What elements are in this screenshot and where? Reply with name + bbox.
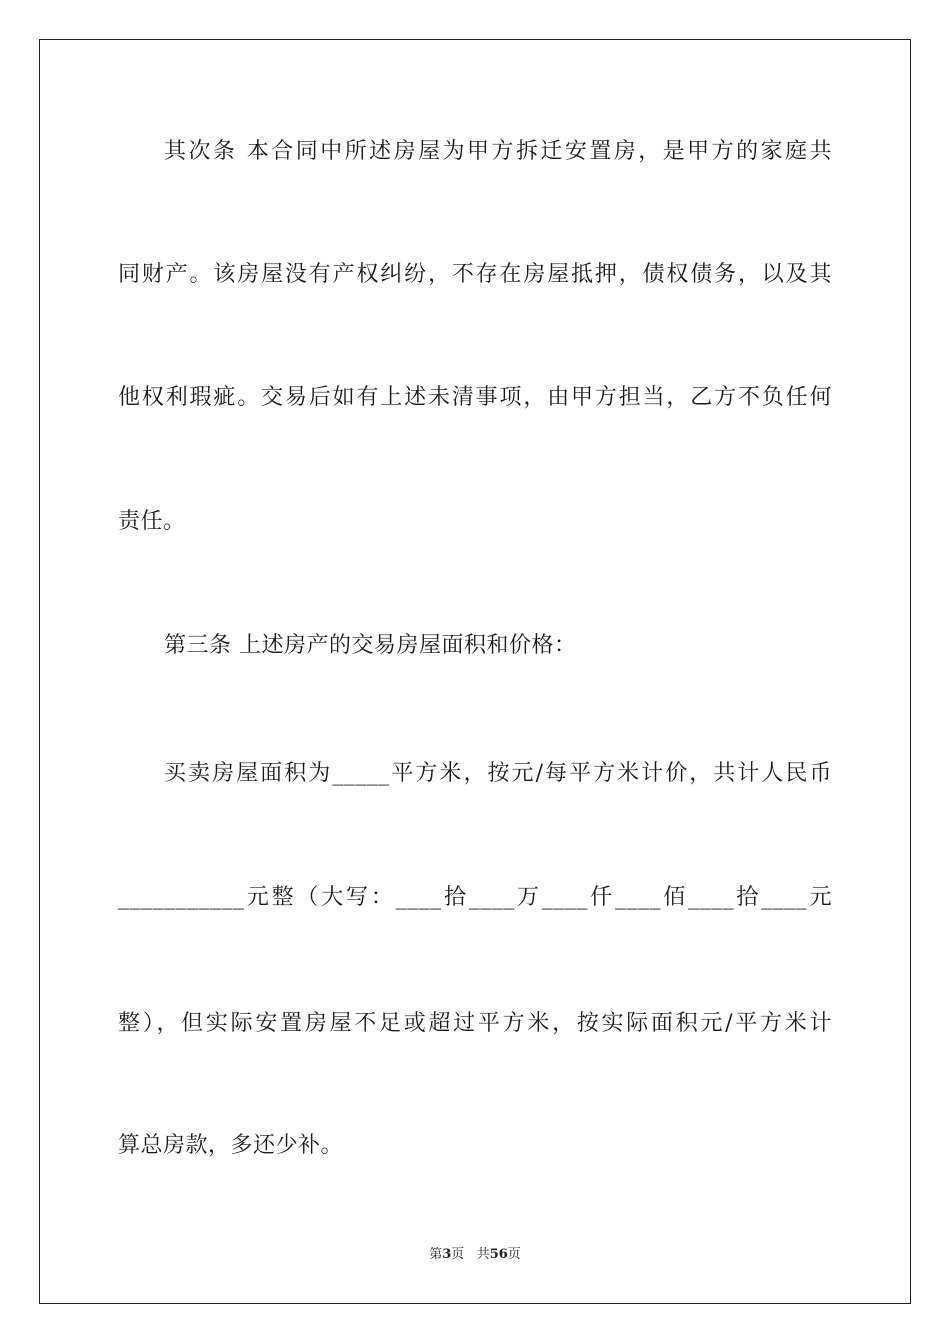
footer-total-suffix: 页	[507, 1247, 521, 1262]
page-border	[39, 39, 911, 1304]
footer-total-number: 56	[489, 1247, 508, 1262]
paragraph-line-2: 同财产。该房屋没有产权纠纷，不存在房屋抵押，债权债务，以及其	[118, 262, 832, 287]
paragraph-line-8: 整），但实际安置房屋不足或超过平方米，按实际面积元/平方米计	[118, 1011, 832, 1036]
paragraph-line-3: 他权利瑕疵。交易后如有上述未清事项，由甲方担当，乙方不负任何	[118, 385, 832, 410]
footer-page-number: 3	[442, 1247, 452, 1262]
paragraph-line-1: 其次条 本合同中所述房屋为甲方拆迁安置房，是甲方的家庭共	[164, 139, 832, 164]
footer-page-suffix: 页	[451, 1247, 465, 1262]
paragraph-line-4: 责任。	[118, 509, 186, 534]
page-footer	[0, 1246, 950, 1264]
paragraph-line-7: ___________元整（大写：____拾____万____仟____佰____拾____元	[118, 885, 832, 910]
paragraph-line-9: 算总房款，多还少补。	[118, 1133, 344, 1158]
footer-total-prefix: 共	[476, 1247, 490, 1262]
paragraph-line-6: 买卖房屋面积为_____平方米，按元/每平方米计价，共计人民币	[164, 761, 832, 786]
footer-page-prefix: 第	[429, 1247, 443, 1262]
section-heading-article-3: 第三条 上述房产的交易房屋面积和价格：	[164, 633, 577, 658]
